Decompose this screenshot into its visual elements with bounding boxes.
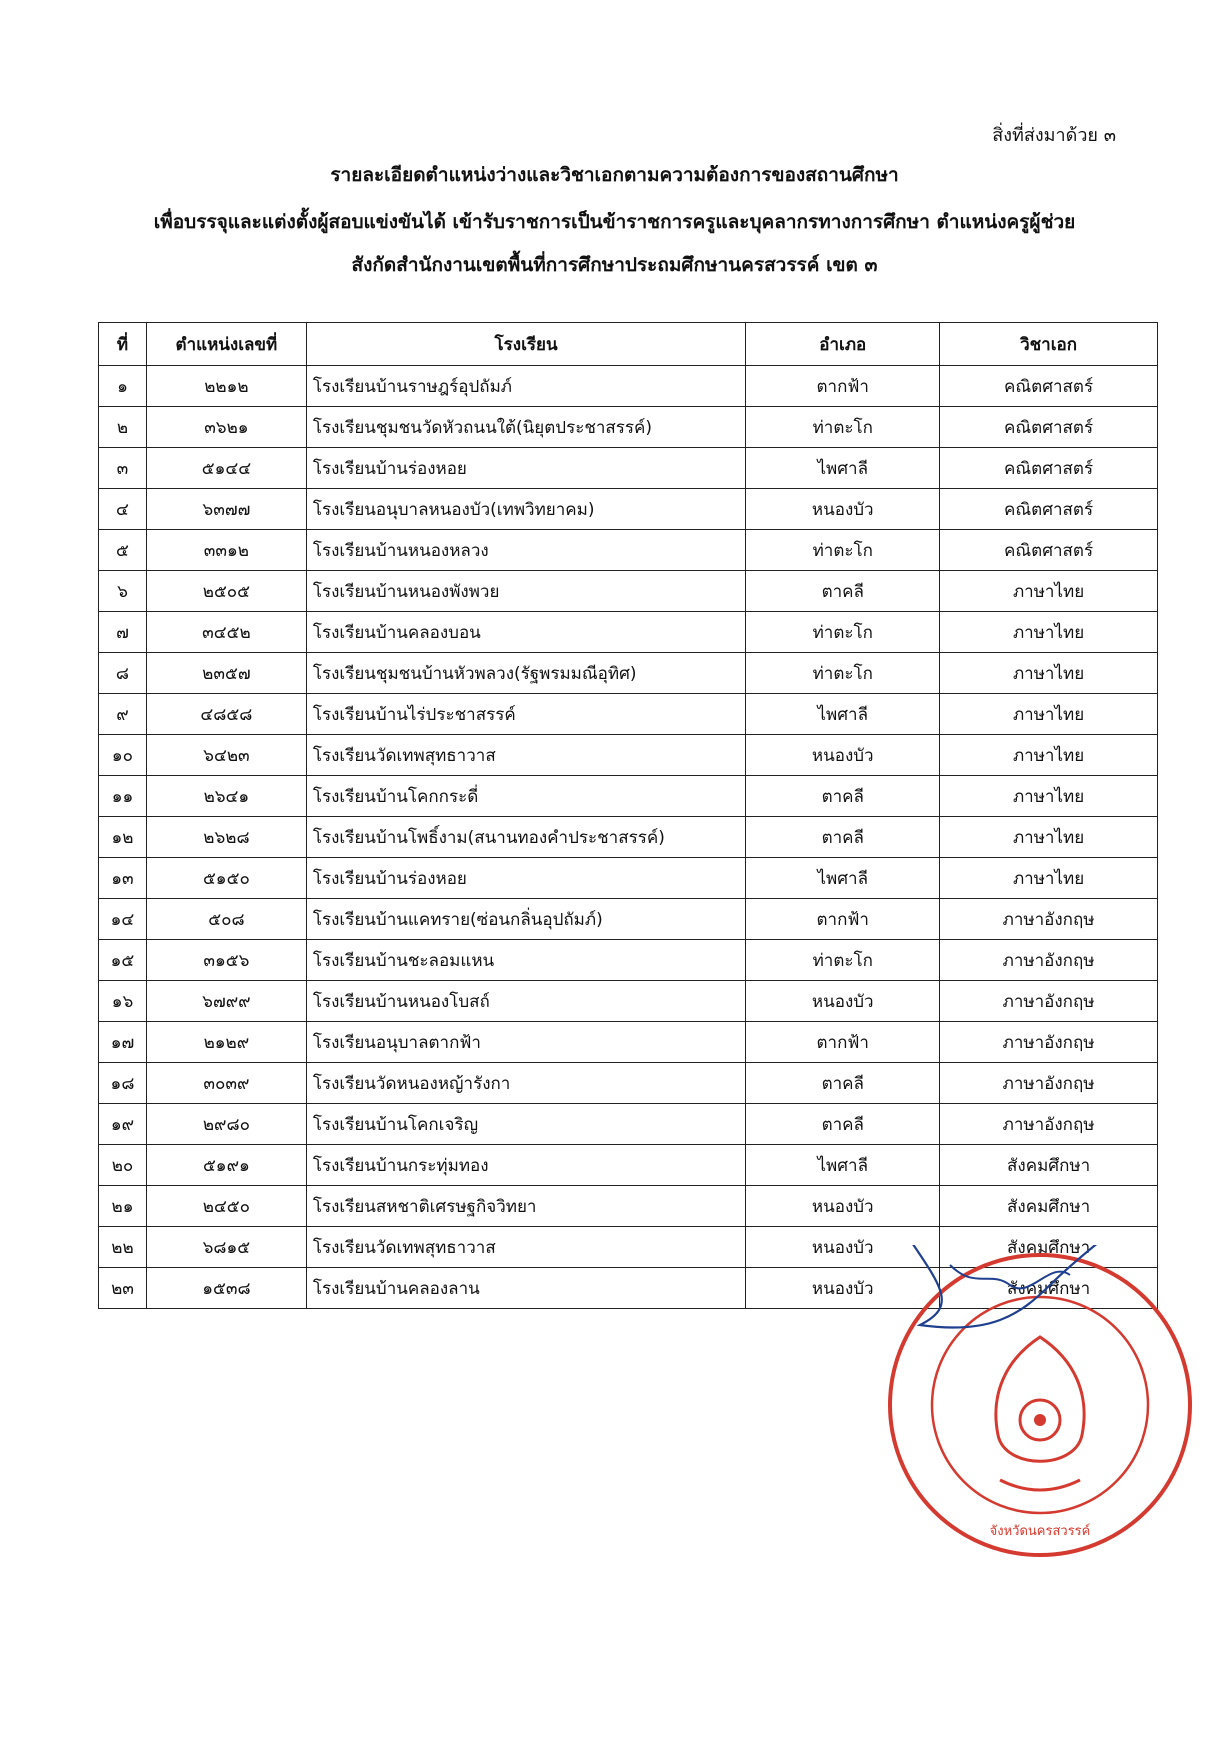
table-row bbox=[99, 1104, 1158, 1145]
header-district: อำเภอ bbox=[746, 323, 940, 366]
row-subject: ภาษาไทย bbox=[940, 571, 1158, 612]
row-position-number: ๒๖๔๑ bbox=[146, 776, 306, 817]
row-district: ตาคลี bbox=[746, 817, 940, 858]
row-subject: ภาษาอังกฤษ bbox=[940, 981, 1158, 1022]
row-no: ๒๐ bbox=[99, 1145, 147, 1186]
row-district: หนองบัว bbox=[746, 735, 940, 776]
row-position-number: ๕๐๘ bbox=[146, 899, 306, 940]
row-school: โรงเรียนชุมชนบ้านหัวพลวง(รัฐพรมมณีอุทิศ) bbox=[306, 653, 746, 694]
row-school: โรงเรียนบ้านโคกเจริญ bbox=[306, 1104, 746, 1145]
title-line-1: รายละเอียดตำแหน่งว่างและวิชาเอกตามความต้องการของสถานศึกษา bbox=[330, 164, 899, 186]
row-no: ๒๓ bbox=[99, 1268, 147, 1309]
row-district: ตาคลี bbox=[746, 1063, 940, 1104]
row-no: ๑๐ bbox=[99, 735, 147, 776]
row-position-number: ๒๓๕๗ bbox=[146, 653, 306, 694]
row-district: ไพศาลี bbox=[746, 858, 940, 899]
row-district: ตากฟ้า bbox=[746, 1022, 940, 1063]
row-no: ๑๘ bbox=[99, 1063, 147, 1104]
row-position-number: ๓๓๑๒ bbox=[146, 530, 306, 571]
row-no: ๗ bbox=[99, 612, 147, 653]
row-subject: ภาษาอังกฤษ bbox=[940, 1104, 1158, 1145]
row-subject: ภาษาอังกฤษ bbox=[940, 1022, 1158, 1063]
table-row bbox=[99, 407, 1158, 448]
row-position-number: ๒๙๘๐ bbox=[146, 1104, 306, 1145]
row-position-number: ๕๑๙๑ bbox=[146, 1145, 306, 1186]
row-no: ๖ bbox=[99, 571, 147, 612]
row-position-number: ๖๔๒๓ bbox=[146, 735, 306, 776]
row-district: หนองบัว bbox=[746, 489, 940, 530]
row-subject: ภาษาไทย bbox=[940, 858, 1158, 899]
table-row bbox=[99, 735, 1158, 776]
row-position-number: ๕๑๕๐ bbox=[146, 858, 306, 899]
table-row bbox=[99, 612, 1158, 653]
row-district: หนองบัว bbox=[746, 1268, 940, 1309]
row-no: ๘ bbox=[99, 653, 147, 694]
row-position-number: ๒๔๕๐ bbox=[146, 1186, 306, 1227]
row-subject: ภาษาไทย bbox=[940, 694, 1158, 735]
row-district: ท่าตะโก bbox=[746, 407, 940, 448]
row-district: ท่าตะโก bbox=[746, 940, 940, 981]
row-district: ตาคลี bbox=[746, 1104, 940, 1145]
row-school: โรงเรียนบ้านไร่ประชาสรรค์ bbox=[306, 694, 746, 735]
table-row bbox=[99, 694, 1158, 735]
table-row bbox=[99, 1186, 1158, 1227]
row-school: โรงเรียนสหชาติเศรษฐกิจวิทยา bbox=[306, 1186, 746, 1227]
row-district: ตาคลี bbox=[746, 776, 940, 817]
row-district: ตากฟ้า bbox=[746, 899, 940, 940]
seal-bottom-text: จังหวัดนครสวรรค์ bbox=[989, 1524, 1091, 1539]
header-school: โรงเรียน bbox=[306, 323, 746, 366]
row-subject: คณิตศาสตร์ bbox=[940, 489, 1158, 530]
vacancy-table bbox=[98, 322, 1158, 1309]
row-no: ๒๑ bbox=[99, 1186, 147, 1227]
row-position-number: ๕๑๔๔ bbox=[146, 448, 306, 489]
title-line-3: สังกัดสำนักงานเขตพื้นที่การศึกษาประถมศึกษานครสวรรค์ เขต ๓ bbox=[351, 254, 878, 276]
row-district: ไพศาลี bbox=[746, 448, 940, 489]
row-subject: สังคมศึกษา bbox=[940, 1145, 1158, 1186]
header-subject: วิชาเอก bbox=[940, 323, 1158, 366]
row-no: ๑๖ bbox=[99, 981, 147, 1022]
row-no: ๑๓ bbox=[99, 858, 147, 899]
table-row bbox=[99, 899, 1158, 940]
row-position-number: ๓๑๕๖ bbox=[146, 940, 306, 981]
row-position-number: ๒๒๑๒ bbox=[146, 366, 306, 407]
row-subject: ภาษาอังกฤษ bbox=[940, 899, 1158, 940]
title-line-2: เพื่อบรรจุและแต่งตั้งผู้สอบแข่งขันได้ เข้ารับราชการเป็นข้าราชการครูและบุคลากรทางการศึกษา ตำแหน่งครูผู้ช่วย bbox=[153, 211, 1076, 233]
row-subject: ภาษาอังกฤษ bbox=[940, 1063, 1158, 1104]
row-subject: คณิตศาสตร์ bbox=[940, 530, 1158, 571]
row-no: ๒ bbox=[99, 407, 147, 448]
row-district: หนองบัว bbox=[746, 1227, 940, 1268]
row-school: โรงเรียนอนุบาลตากฟ้า bbox=[306, 1022, 746, 1063]
row-school: โรงเรียนบ้านร่องหอย bbox=[306, 858, 746, 899]
row-position-number: ๒๑๒๙ bbox=[146, 1022, 306, 1063]
row-subject: คณิตศาสตร์ bbox=[940, 407, 1158, 448]
row-subject: สังคมศึกษา bbox=[940, 1186, 1158, 1227]
row-district: ท่าตะโก bbox=[746, 530, 940, 571]
row-no: ๑๕ bbox=[99, 940, 147, 981]
row-position-number: ๓๐๓๙ bbox=[146, 1063, 306, 1104]
row-position-number: ๔๘๕๘ bbox=[146, 694, 306, 735]
table-row bbox=[99, 530, 1158, 571]
row-district: ตากฟ้า bbox=[746, 366, 940, 407]
row-school: โรงเรียนวัดเทพสุทธาวาส bbox=[306, 1227, 746, 1268]
row-school: โรงเรียนบ้านหนองโบสถ์ bbox=[306, 981, 746, 1022]
row-subject: ภาษาอังกฤษ bbox=[940, 940, 1158, 981]
table-row bbox=[99, 1145, 1158, 1186]
row-position-number: ๒๕๐๕ bbox=[146, 571, 306, 612]
table-row bbox=[99, 571, 1158, 612]
row-school: โรงเรียนบ้านหนองหลวง bbox=[306, 530, 746, 571]
row-no: ๑๑ bbox=[99, 776, 147, 817]
row-district: ท่าตะโก bbox=[746, 612, 940, 653]
row-no: ๕ bbox=[99, 530, 147, 571]
table-row bbox=[99, 817, 1158, 858]
row-position-number: ๖๘๑๕ bbox=[146, 1227, 306, 1268]
row-subject: คณิตศาสตร์ bbox=[940, 366, 1158, 407]
row-subject: ภาษาไทย bbox=[940, 735, 1158, 776]
row-school: โรงเรียนบ้านคลองบอน bbox=[306, 612, 746, 653]
row-school: โรงเรียนบ้านคลองลาน bbox=[306, 1268, 746, 1309]
row-no: ๒๒ bbox=[99, 1227, 147, 1268]
row-subject: ภาษาไทย bbox=[940, 653, 1158, 694]
row-district: หนองบัว bbox=[746, 1186, 940, 1227]
row-district: ไพศาลี bbox=[746, 694, 940, 735]
row-no: ๓ bbox=[99, 448, 147, 489]
row-school: โรงเรียนบ้านชะลอมแหน bbox=[306, 940, 746, 981]
row-school: โรงเรียนบ้านร่องหอย bbox=[306, 448, 746, 489]
row-no: ๑๙ bbox=[99, 1104, 147, 1145]
row-district: ไพศาลี bbox=[746, 1145, 940, 1186]
row-position-number: ๓๖๒๑ bbox=[146, 407, 306, 448]
row-position-number: ๓๔๕๒ bbox=[146, 612, 306, 653]
row-school: โรงเรียนบ้านกระทุ่มทอง bbox=[306, 1145, 746, 1186]
row-district: ตาคลี bbox=[746, 571, 940, 612]
table-row bbox=[99, 448, 1158, 489]
row-district: ท่าตะโก bbox=[746, 653, 940, 694]
row-subject: ภาษาไทย bbox=[940, 776, 1158, 817]
row-school: โรงเรียนบ้านราษฎร์อุปถัมภ์ bbox=[306, 366, 746, 407]
seal-graphic bbox=[890, 1245, 1190, 1555]
row-no: ๑๗ bbox=[99, 1022, 147, 1063]
header-position-number: ตำแหน่งเลขที่ bbox=[146, 323, 306, 366]
table-row bbox=[99, 653, 1158, 694]
row-subject: สังคมศึกษา bbox=[940, 1268, 1158, 1309]
row-school: โรงเรียนบ้านโคกกระดี่ bbox=[306, 776, 746, 817]
table-row bbox=[99, 776, 1158, 817]
official-seal bbox=[880, 1245, 1200, 1565]
header-no: ที่ bbox=[99, 323, 147, 366]
table-row bbox=[99, 858, 1158, 899]
row-school: โรงเรียนบ้านหนองพังพวย bbox=[306, 571, 746, 612]
row-no: ๑๒ bbox=[99, 817, 147, 858]
row-subject: ภาษาไทย bbox=[940, 817, 1158, 858]
row-district: หนองบัว bbox=[746, 981, 940, 1022]
row-school: โรงเรียนอนุบาลหนองบัว(เทพวิทยาคม) bbox=[306, 489, 746, 530]
table-row bbox=[99, 1063, 1158, 1104]
row-no: ๑๔ bbox=[99, 899, 147, 940]
attachment-label: สิ่งที่ส่งมาด้วย ๓ bbox=[992, 125, 1116, 146]
row-school: โรงเรียนชุมชนวัดหัวถนนใต้(นิยุตประชาสรรค์) bbox=[306, 407, 746, 448]
row-school: โรงเรียนวัดเทพสุทธาวาส bbox=[306, 735, 746, 776]
row-school: โรงเรียนวัดหนองหญ้ารังกา bbox=[306, 1063, 746, 1104]
row-school: โรงเรียนบ้านแคทราย(ซ่อนกลิ่นอุปถัมภ์) bbox=[306, 899, 746, 940]
row-subject: คณิตศาสตร์ bbox=[940, 448, 1158, 489]
row-subject: สังคมศึกษา bbox=[940, 1227, 1158, 1268]
row-position-number: ๖๗๙๙ bbox=[146, 981, 306, 1022]
table-header-row bbox=[99, 323, 1158, 366]
table-row bbox=[99, 489, 1158, 530]
row-no: ๙ bbox=[99, 694, 147, 735]
row-school: โรงเรียนบ้านโพธิ์งาม(สนานทองคำประชาสรรค์) bbox=[306, 817, 746, 858]
row-position-number: ๒๖๒๘ bbox=[146, 817, 306, 858]
row-position-number: ๑๕๓๘ bbox=[146, 1268, 306, 1309]
table-row bbox=[99, 1022, 1158, 1063]
row-no: ๔ bbox=[99, 489, 147, 530]
row-position-number: ๖๓๗๗ bbox=[146, 489, 306, 530]
row-no: ๑ bbox=[99, 366, 147, 407]
table-row bbox=[99, 981, 1158, 1022]
table-row bbox=[99, 366, 1158, 407]
table-row bbox=[99, 940, 1158, 981]
row-subject: ภาษาไทย bbox=[940, 612, 1158, 653]
